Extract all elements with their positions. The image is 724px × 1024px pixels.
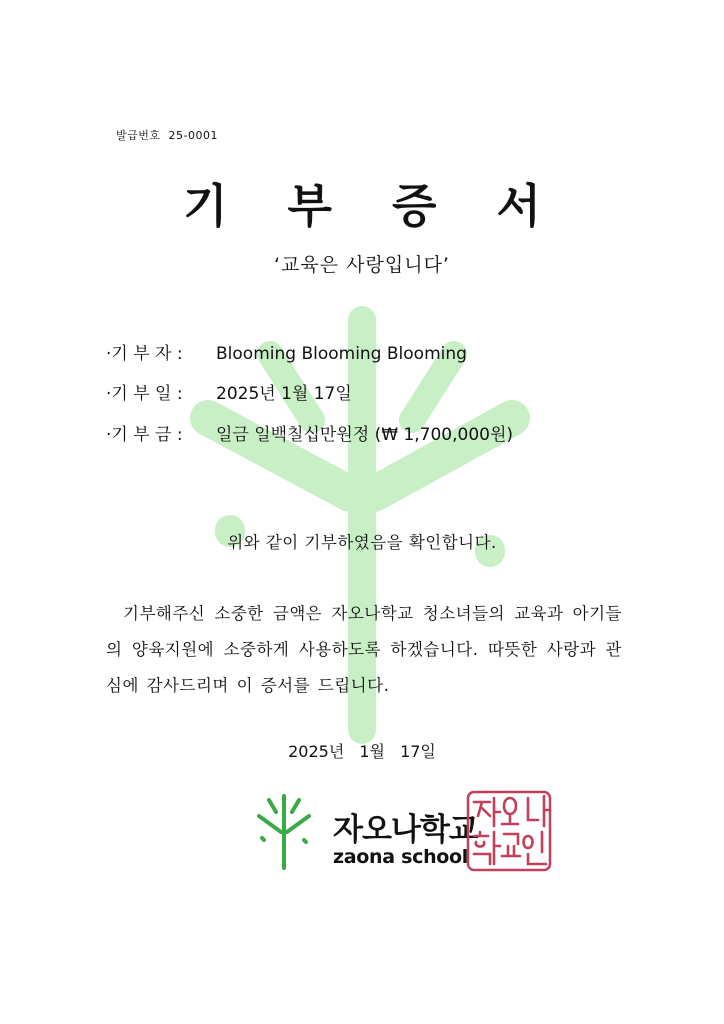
donation-amount-value: 일금 일백칠십만원정 (₩ 1,700,000원) — [216, 425, 514, 445]
school-seal — [466, 790, 552, 876]
school-name-korean: 자오나학교 — [333, 812, 478, 848]
donation-amount-row — [106, 420, 513, 445]
issue-number — [116, 127, 218, 143]
certificate-subtitle: ‘교육은 사랑입니다’ — [274, 254, 450, 276]
seal-stamp-icon — [466, 790, 552, 872]
issue-number-value: 25-0001 — [168, 129, 218, 142]
thanks-paragraph — [106, 596, 622, 704]
issue-number-label: 발급번호 — [116, 129, 161, 142]
certificate-title: 기 부 증 서 — [183, 179, 563, 233]
issue-date: 2025년 1월 17일 — [288, 742, 436, 761]
sprout-logo-icon — [254, 790, 314, 872]
donation-date-value: 2025년 1월 17일 — [216, 384, 352, 404]
donation-date-row — [106, 379, 352, 404]
school-name-english: zaona school — [333, 846, 469, 868]
donation-amount-label: ·기 부 금 : — [106, 425, 183, 445]
donor-row — [106, 339, 467, 364]
donor-value: Blooming Blooming Blooming — [216, 344, 467, 364]
donor-label: ·기 부 자 : — [106, 344, 183, 364]
donation-date-label: ·기 부 일 : — [106, 384, 183, 404]
thanks-paragraph-text: 기부해주신 소중한 금액은 자오나학교 청소녀들의 교육과 아기들의 양육지원에 소중하게 사용하도록 하겠습니다. 따뜻한 사랑과 관심에 감사드리며 이 증서를 드립니다. — [106, 604, 622, 695]
confirmation-text: 위와 같이 기부하였음을 확인합니다. — [227, 533, 497, 552]
